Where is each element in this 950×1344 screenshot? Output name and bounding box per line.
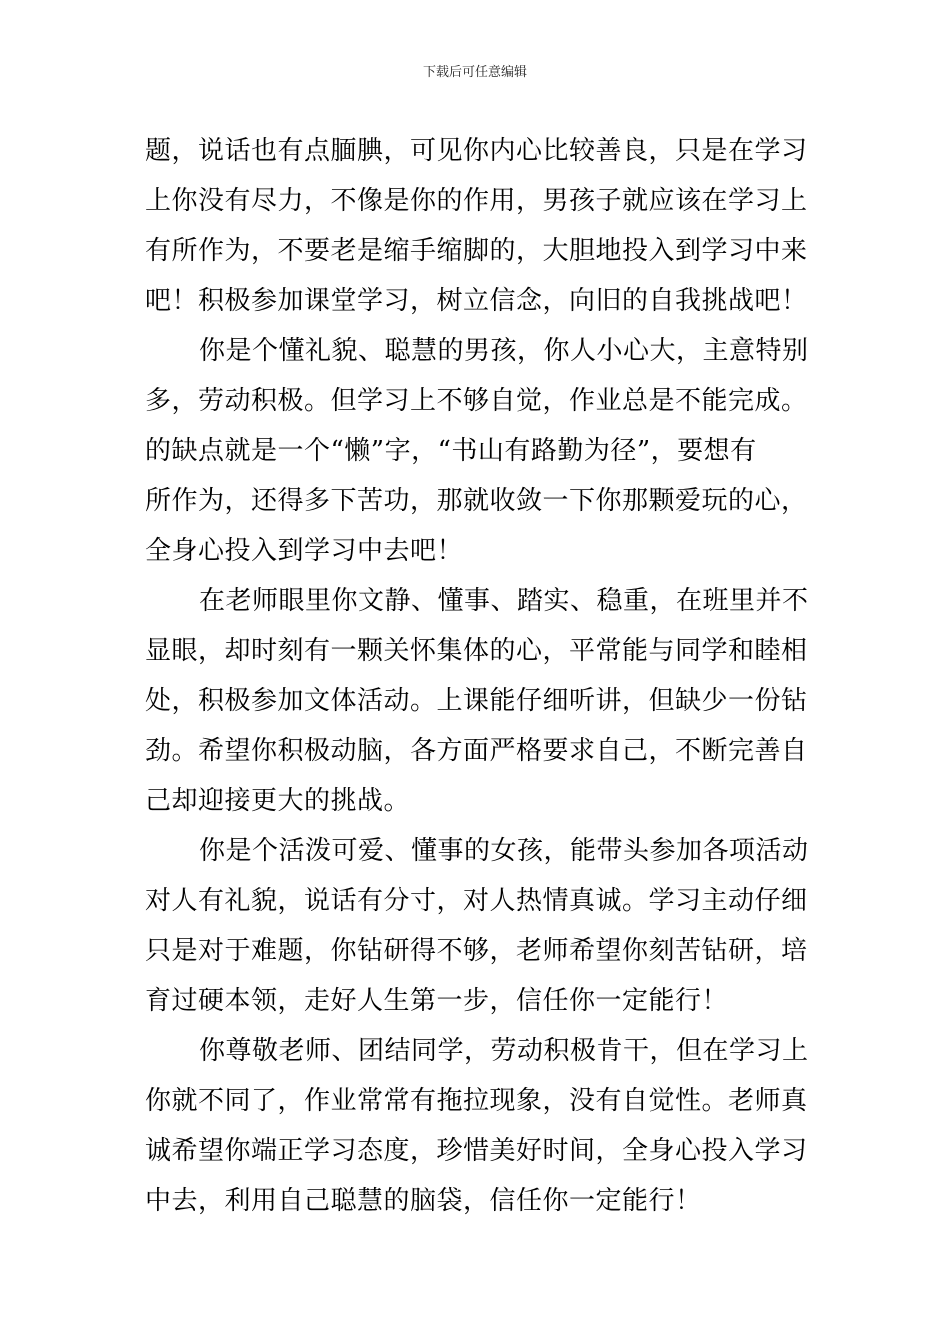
- text-line: 题，说话也有点腼腆，可见你内心比较善良，只是在学习: [145, 136, 808, 166]
- text-line: 只是对于难题，你钻研得不够，老师希望你刻苦钻研，培: [145, 936, 808, 966]
- text-line: 有所作为，不要老是缩手缩脚的，大胆地投入到学习中来: [145, 236, 808, 266]
- page-header: 下载后可任意编辑: [422, 65, 527, 80]
- text-line: 你是个懂礼貌、聪慧的男孩，你人小心大，主意特别: [199, 336, 809, 366]
- text-line: 你就不同了，作业常常有拖拉现象，没有自觉性。老师真: [145, 1086, 808, 1116]
- text-line: 劲。希望你积极动脑，各方面严格要求自己，不断完善自: [145, 736, 808, 766]
- text-line: 上你没有尽力，不像是你的作用，男孩子就应该在学习上: [145, 186, 808, 216]
- text-line: 的缺点就是一个“懒”字，“书山有路勤为径”，要想有: [145, 436, 757, 466]
- text-line: 你尊敬老师、团结同学，劳动积极肯干，但在学习上: [199, 1036, 809, 1066]
- text-line: 处，积极参加文体活动。上课能仔细听讲，但缺少一份钻: [145, 686, 808, 716]
- document-body: [145, 126, 815, 1226]
- text-line: 中去，利用自己聪慧的脑袋，信任你一定能行！: [145, 1186, 702, 1216]
- text-line: 诚希望你端正学习态度，珍惜美好时间，全身心投入学习: [145, 1136, 808, 1166]
- text-line: 所作为，还得多下苦功，那就收敛一下你那颗爱玩的心，: [145, 486, 808, 516]
- text-line: 你是个活泼可爱、懂事的女孩，能带头参加各项活动: [199, 836, 809, 866]
- text-line: 全身心投入到学习中去吧！: [145, 536, 464, 566]
- text-line: 吧！积极参加课堂学习，树立信念，向旧的自我挑战吧！: [145, 286, 808, 316]
- text-line: 对人有礼貌，说话有分寸，对人热情真诚。学习主动仔细: [145, 886, 808, 916]
- text-line: 育过硬本领，走好人生第一步，信任你一定能行！: [145, 986, 729, 1016]
- text-line: 多，劳动积极。但学习上不够自觉，作业总是不能完成。: [145, 386, 808, 416]
- text-line: 己却迎接更大的挑战。: [145, 786, 411, 816]
- text-line: 在老师眼里你文静、懂事、踏实、稳重，在班里并不: [199, 586, 809, 616]
- text-line: 显眼，却时刻有一颗关怀集体的心，平常能与同学和睦相: [145, 636, 808, 666]
